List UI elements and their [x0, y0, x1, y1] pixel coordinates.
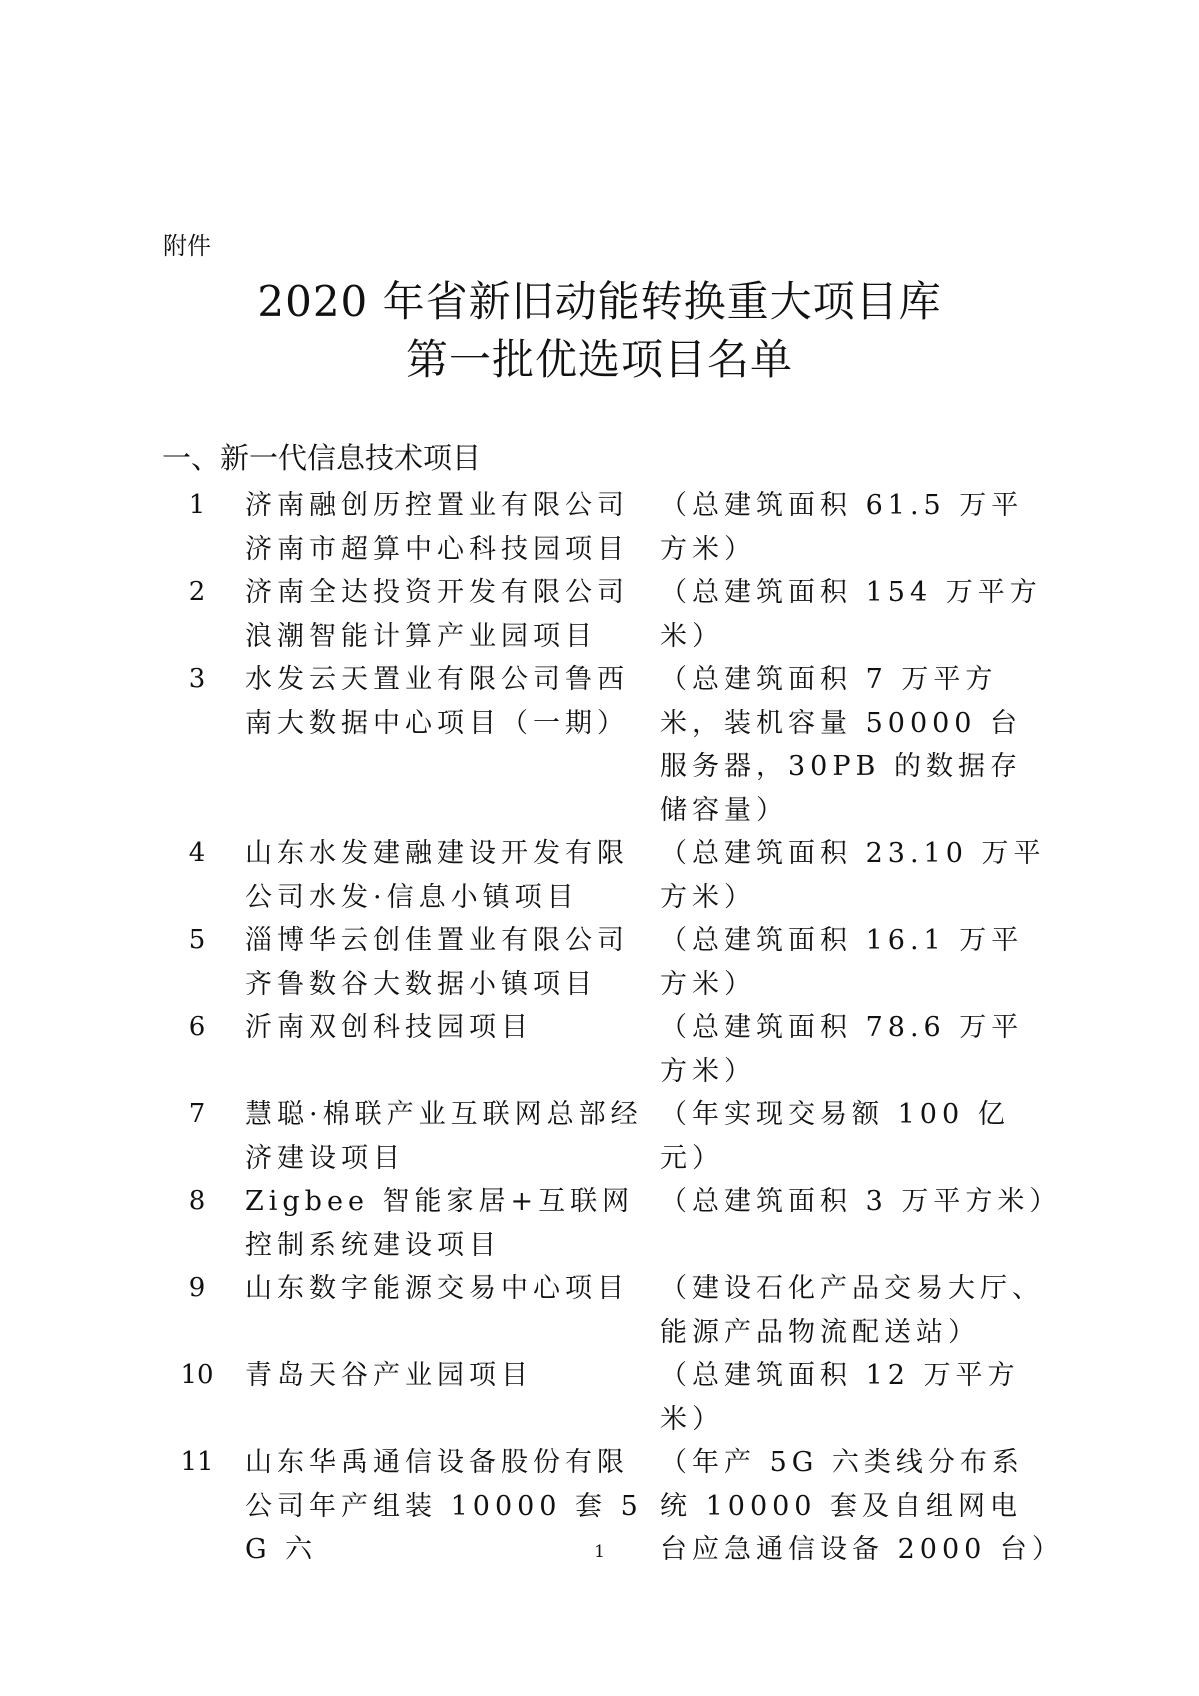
list-item — [162, 658, 1062, 832]
list-item — [162, 1354, 1062, 1441]
list-item — [162, 571, 1062, 658]
project-note: （总建筑面积 78.6 万平方米） — [660, 1012, 1024, 1087]
item-number: 3 — [188, 664, 206, 694]
project-note: （总建筑面积 154 万平方米） — [660, 577, 1042, 652]
item-number: 5 — [188, 925, 206, 955]
project-name: 沂南双创科技园项目 — [245, 1012, 533, 1043]
page-number: 1 — [594, 1542, 605, 1562]
item-number: 9 — [188, 1273, 206, 1303]
project-name: 济南融创历控置业有限公司济南市超算中心科技园项目 — [245, 490, 629, 565]
project-name: 淄博华云创佳置业有限公司齐鲁数谷大数据小镇项目 — [245, 925, 629, 1000]
list-item — [162, 919, 1062, 1006]
project-name: 水发云天置业有限公司鲁西南大数据中心项目（一期） — [245, 664, 629, 739]
project-note: （建设石化产品交易大厅、能源产品物流配送站） — [660, 1273, 1044, 1348]
item-number: 10 — [180, 1360, 214, 1390]
list-item — [162, 484, 1062, 571]
list-item — [162, 832, 1062, 919]
project-name: 青岛天谷产业园项目 — [245, 1360, 533, 1391]
project-note: （总建筑面积 7 万平方米，装机容量 50000 台服务器，30PB 的数据存储容量） — [660, 664, 1023, 826]
item-number: 7 — [188, 1099, 206, 1129]
item-number: 1 — [188, 490, 206, 520]
project-name: 济南全达投资开发有限公司浪潮智能计算产业园项目 — [245, 577, 629, 652]
item-number: 2 — [188, 577, 206, 607]
project-note: （年实现交易额 100 亿元） — [660, 1099, 1010, 1174]
project-note: （总建筑面积 12 万平方米） — [660, 1360, 1020, 1435]
list-item — [162, 1093, 1062, 1180]
project-note: （总建筑面积 23.10 万平方米） — [660, 838, 1046, 913]
project-note: （总建筑面积 3 万平方米） — [660, 1186, 1062, 1217]
project-note: （年产 5G 六类线分布系统 10000 套及自组网电台应急通信设备 2000 台） — [660, 1447, 1064, 1565]
project-note: （总建筑面积 61.5 万平方米） — [660, 490, 1024, 565]
project-list — [162, 484, 1062, 1572]
item-number: 8 — [188, 1186, 206, 1216]
list-item — [162, 1180, 1062, 1267]
document-title-line-2: 第一批优选项目名单 — [405, 335, 793, 384]
project-name: 山东华禹通信设备股份有限公司年产组装 10000 套 5G 六 — [245, 1447, 643, 1565]
project-name: 山东数字能源交易中心项目 — [245, 1273, 629, 1304]
item-number: 11 — [180, 1447, 214, 1477]
item-number: 6 — [188, 1012, 206, 1042]
project-name: 慧聪·棉联产业互联网总部经济建设项目 — [245, 1099, 643, 1174]
attachment-label: 附件 — [163, 232, 211, 260]
list-item — [162, 1006, 1062, 1093]
document-title-line-1: 2020 年省新旧动能转换重大项目库 — [257, 277, 942, 326]
project-name: 山东水发建融建设开发有限公司水发·信息小镇项目 — [245, 838, 629, 913]
project-name: Zigbee 智能家居+互联网控制系统建设项目 — [245, 1186, 635, 1261]
list-item — [162, 1267, 1062, 1354]
project-note: （总建筑面积 16.1 万平方米） — [660, 925, 1024, 1000]
section-heading: 一、新一代信息技术项目 — [162, 441, 482, 475]
item-number: 4 — [188, 838, 206, 868]
